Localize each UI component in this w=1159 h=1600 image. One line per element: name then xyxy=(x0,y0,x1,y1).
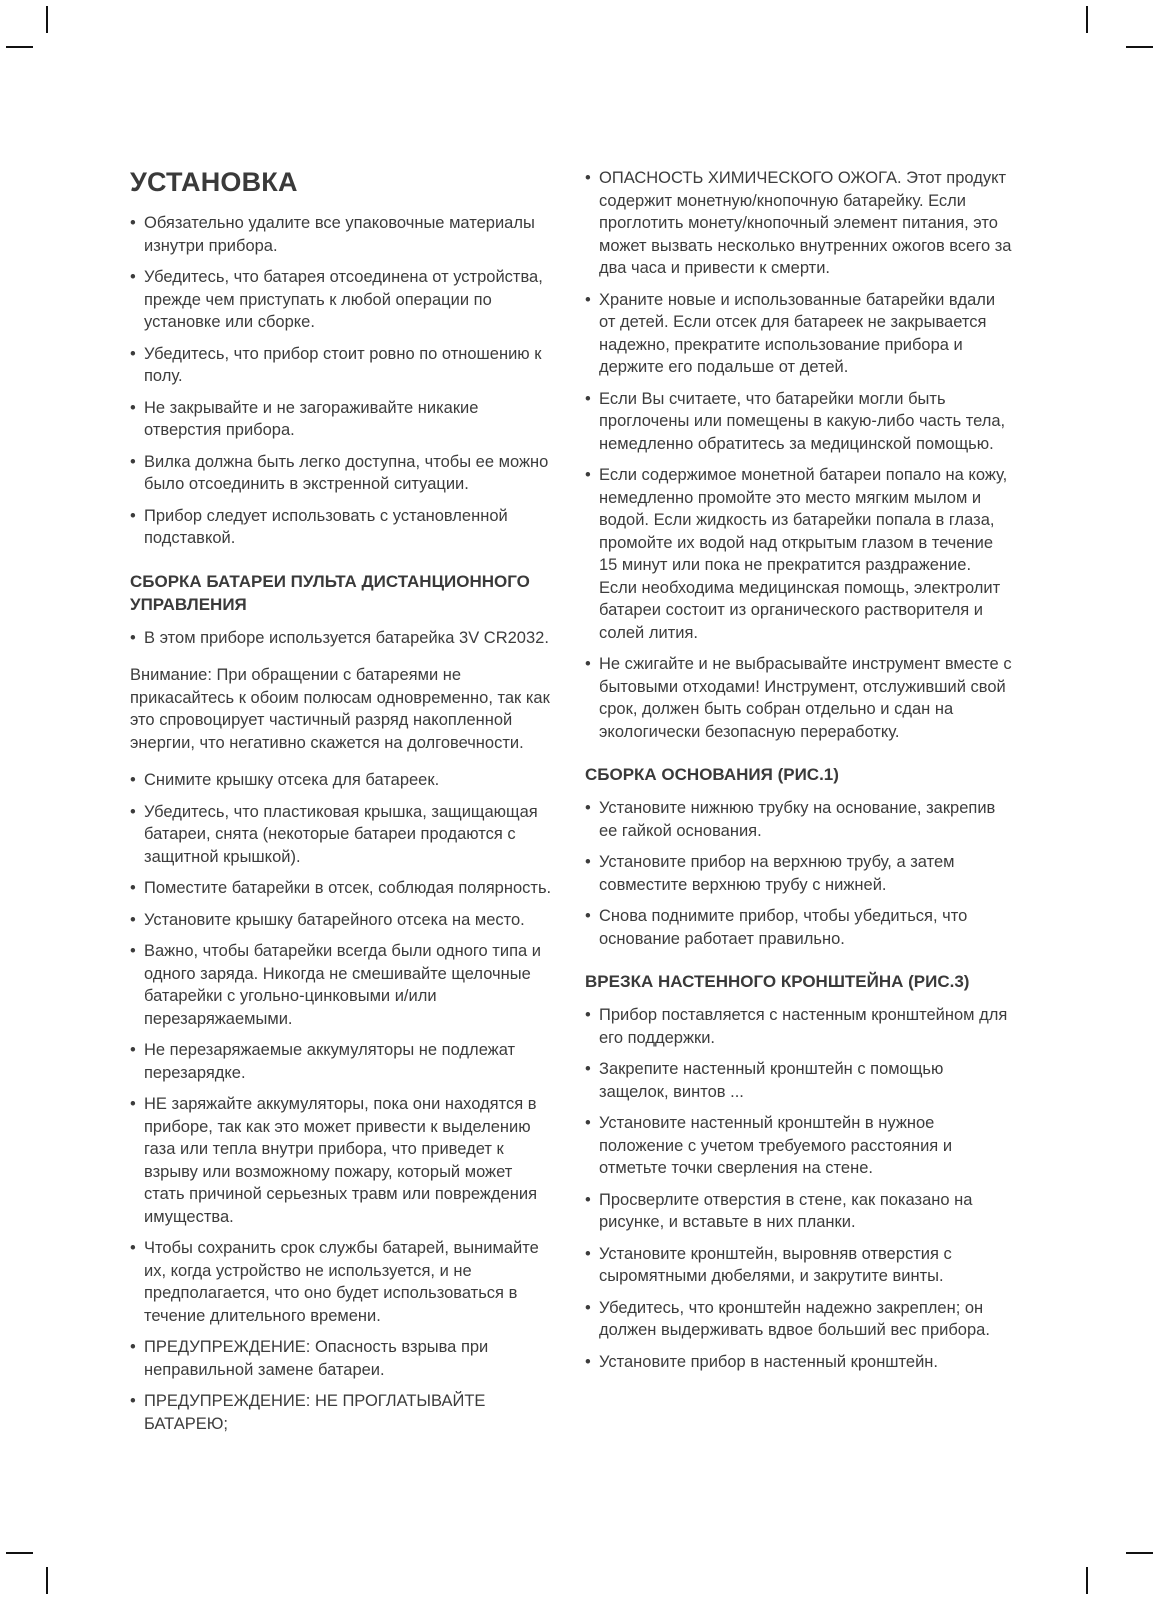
right-column xyxy=(585,167,1013,1382)
crop-mark-bottom-right-vertical xyxy=(1086,1567,1088,1594)
bullet-item xyxy=(585,388,1013,456)
page-title: УСТАНОВКА xyxy=(130,167,298,197)
bullet-marker: • xyxy=(585,1114,591,1132)
bullet-text: Убедитесь, что прибор стоит ровно по отношению к полу. xyxy=(144,344,542,385)
bullet-item xyxy=(130,801,554,869)
bullet-marker: • xyxy=(585,655,591,673)
bullet-marker: • xyxy=(130,506,136,525)
bullet-text: Храните новые и использованные батарейки вдали от детей. Если отсек для батареек не закрывается надежно, прекратите использование прибора и держите его подальше от детей. xyxy=(599,290,996,376)
bullet-item xyxy=(130,1093,554,1228)
bullet-text: Не перезаряжаемые аккумуляторы не подлежат перезарядке. xyxy=(144,1041,516,1082)
bullet-text: Если содержимое монетной батареи попало на кожу, немедленно промойте это место мягким мылом и водой. Если жидкость из батарейки попала в глаза, промойте их водой над открытым глазом в течение 15 минут или пока не прекратится раздражение. Если необходима медицинская помощь, электролит батареи состоит из органического растворителя и солей лития. xyxy=(599,466,1008,642)
crop-mark-bottom-right-horizontal xyxy=(1126,1552,1153,1554)
bullet-item xyxy=(130,451,554,496)
bullet-item xyxy=(130,909,554,932)
bullet-marker: • xyxy=(130,214,136,232)
bullet-marker: • xyxy=(585,1352,591,1371)
bullet-marker: • xyxy=(585,290,591,309)
bullet-item xyxy=(585,1297,1013,1342)
bullet-text: Установите настенный кронштейн в нужное положение с учетом требуемого расстояния и отметьте точки сверления на стене. xyxy=(599,1114,953,1177)
bullet-marker: • xyxy=(585,1190,591,1209)
bullet-marker: • xyxy=(585,1298,591,1317)
bullet-item xyxy=(130,1039,554,1084)
bullet-text: В этом приборе используется батарейка 3V CR2032. xyxy=(144,628,549,647)
bullet-item xyxy=(130,397,554,442)
bullet-item xyxy=(585,905,1013,950)
bullet-marker: • xyxy=(130,398,136,417)
bullet-item xyxy=(130,266,554,334)
bullet-marker: • xyxy=(130,1239,136,1257)
bullet-marker: • xyxy=(585,799,591,817)
bullet-marker: • xyxy=(130,1338,136,1356)
bullet-text: Просверлите отверстия в стене, как показано на рисунке, и вставьте в них планки. xyxy=(599,1190,973,1231)
section-heading: ВРЕЗКА НАСТЕННОГО КРОНШТЕЙНА (РИС.3) xyxy=(585,972,970,991)
bullet-marker: • xyxy=(130,1041,136,1059)
bullet-item xyxy=(130,212,554,257)
bullet-item xyxy=(130,1237,554,1327)
bullet-text: Если Вы считаете, что батарейки могли быть проглочены или помещены в какую-либо часть тела, немедленно обратитесь за медицинской помощью. xyxy=(599,389,1006,453)
bullet-item xyxy=(585,653,1013,743)
bullet-item xyxy=(585,797,1013,842)
bullet-item xyxy=(130,769,554,792)
bullet-text: Закрепите настенный кронштейн с помощью защелок, винтов ... xyxy=(599,1060,944,1101)
bullet-item xyxy=(130,940,554,1030)
bullet-marker: • xyxy=(130,910,136,929)
bullet-text: Убедитесь, что батарея отсоединена от устройства, прежде чем приступать к любой операции по установке или сборке. xyxy=(144,268,543,331)
left-column xyxy=(130,167,554,1444)
bullet-marker: • xyxy=(130,268,136,286)
bullet-text: Вилка должна быть легко доступна, чтобы ее можно было отсоединить в экстренной ситуации. xyxy=(144,452,549,493)
bullet-text: Установите крышку батарейного отсека на место. xyxy=(144,910,525,929)
bullet-item xyxy=(585,1351,1013,1374)
bullet-text: ОПАСНОСТЬ ХИМИЧЕСКОГО ОЖОГА. Этот продукт содержит монетную/кнопочную батарейку. Если проглотить монету/кнопочный элемент питания, это может вызвать несколько внутренних ожогов всего за два часа и привести к смерти. xyxy=(599,169,1012,277)
crop-mark-top-right-horizontal xyxy=(1126,46,1153,48)
bullet-item xyxy=(130,877,554,900)
bullet-marker: • xyxy=(130,344,136,363)
bullet-item xyxy=(130,505,554,550)
bullet-text: ПРЕДУПРЕЖДЕНИЕ: Опасность взрыва при неправильной замене батареи. xyxy=(144,1338,489,1379)
bullet-marker: • xyxy=(585,466,591,484)
bullet-marker: • xyxy=(585,169,591,187)
bullet-marker: • xyxy=(585,907,591,925)
bullet-text: Важно, чтобы батарейки всегда были одного типа и одного заряда. Никогда не смешивайте щелочные батарейки с угольно-цинковыми и/или перезаряжаемыми. xyxy=(144,942,541,1028)
bullet-text: Обязательно удалите все упаковочные материалы изнутри прибора. xyxy=(144,214,535,255)
bullet-text: Снимите крышку отсека для батареек. xyxy=(144,771,440,789)
bullet-marker: • xyxy=(585,1060,591,1078)
bullet-marker: • xyxy=(130,771,136,789)
bullet-item xyxy=(585,1004,1013,1049)
bullet-marker: • xyxy=(130,802,136,821)
bullet-text: Не сжигайте и не выбрасывайте инструмент вместе с бытовыми отходами! Инструмент, отслуживший свой срок, должен быть собран отдельно и сдан на экологически безопасную переработку. xyxy=(599,655,1012,741)
bullet-text: Снова поднимите прибор, чтобы убедиться, что основание работает правильно. xyxy=(599,907,968,948)
bullet-marker: • xyxy=(130,942,136,960)
bullet-item xyxy=(130,627,554,650)
bullet-text: Убедитесь, что пластиковая крышка, защищающая батареи, снята (некоторые батареи продаются с защитной крышкой). xyxy=(144,802,538,866)
bullet-marker: • xyxy=(130,1095,136,1113)
crop-mark-top-left-horizontal xyxy=(6,46,33,48)
bullet-item xyxy=(585,289,1013,379)
bullet-marker: • xyxy=(130,628,136,647)
note-paragraph: Внимание: При обращении с батареями не прикасайтесь к обоим полюсам одновременно, так как это спровоцирует частичный разряд накопленной энергии, что негативно скажется на долговечности. xyxy=(130,666,550,752)
bullet-item xyxy=(130,1390,554,1435)
section-heading: СБОРКА БАТАРЕИ ПУЛЬТА ДИСТАНЦИОННОГО УПРАВЛЕНИЯ xyxy=(130,571,530,614)
bullet-item xyxy=(585,1189,1013,1234)
crop-mark-top-right-vertical xyxy=(1086,6,1088,33)
bullet-text: Поместите батарейки в отсек, соблюдая полярность. xyxy=(144,879,552,897)
bullet-item xyxy=(585,1243,1013,1288)
bullet-marker: • xyxy=(585,1006,591,1024)
bullet-item xyxy=(130,1336,554,1381)
bullet-text: Установите кронштейн, выровняв отверстия с сыромятными дюбелями, и закрутите винты. xyxy=(599,1244,952,1285)
crop-mark-bottom-left-vertical xyxy=(46,1567,48,1594)
bullet-text: Чтобы сохранить срок службы батарей, вынимайте их, когда устройство не используется, и не предполагается, что оно будет использоваться в течение длительного времени. xyxy=(144,1239,539,1325)
bullet-item xyxy=(585,464,1013,644)
bullet-item xyxy=(585,1112,1013,1180)
bullet-text: Прибор поставляется с настенным кронштейном для его поддержки. xyxy=(599,1006,1008,1047)
bullet-marker: • xyxy=(130,879,136,897)
bullet-text: ПРЕДУПРЕЖДЕНИЕ: НЕ ПРОГЛАТЫВАЙТЕ БАТАРЕЮ; xyxy=(144,1392,486,1433)
bullet-marker: • xyxy=(130,452,136,471)
bullet-text: НЕ заряжайте аккумуляторы, пока они находятся в приборе, так как это может привести к выделению газа или тепла внутри прибора, что приведет к взрыву или возможному пожару, который может стать причиной серьезных травм или повреждения имущества. xyxy=(144,1095,538,1226)
bullet-text: Установите прибор на верхнюю трубу, а затем совместите верхнюю трубу с нижней. xyxy=(599,853,955,894)
crop-mark-bottom-left-horizontal xyxy=(6,1552,33,1554)
bullet-text: Не закрывайте и не загораживайте никакие отверстия прибора. xyxy=(144,398,479,439)
bullet-item xyxy=(585,167,1013,280)
bullet-marker: • xyxy=(130,1392,136,1410)
bullet-marker: • xyxy=(585,1244,591,1263)
bullet-item xyxy=(585,1058,1013,1103)
section-heading: СБОРКА ОСНОВАНИЯ (РИС.1) xyxy=(585,765,839,784)
bullet-marker: • xyxy=(585,853,591,871)
bullet-item xyxy=(585,851,1013,896)
bullet-text: Установите прибор в настенный кронштейн. xyxy=(599,1352,938,1371)
bullet-text: Прибор следует использовать с установленной подставкой. xyxy=(144,506,508,547)
crop-mark-top-left-vertical xyxy=(46,6,48,33)
bullet-marker: • xyxy=(585,389,591,408)
bullet-text: Убедитесь, что кронштейн надежно закреплен; он должен выдерживать вдвое больший вес прибора. xyxy=(599,1298,990,1339)
bullet-text: Установите нижнюю трубку на основание, закрепив ее гайкой основания. xyxy=(599,799,996,840)
bullet-item xyxy=(130,343,554,388)
